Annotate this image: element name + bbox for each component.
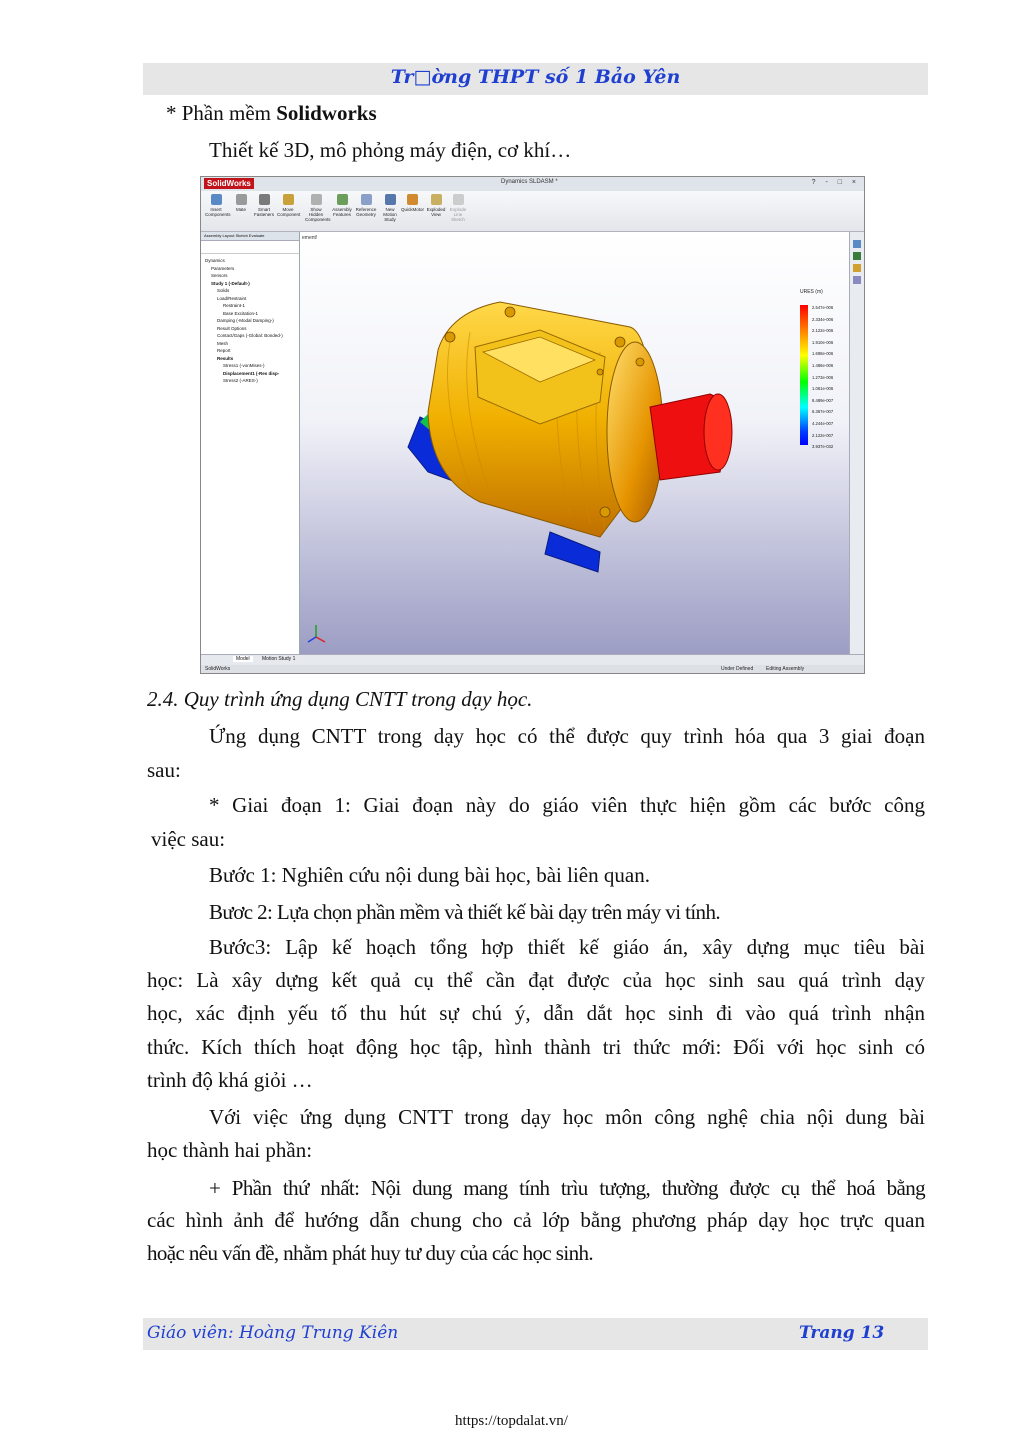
section-heading: 2.4. Quy trình ứng dụng CNTT trong dạy học. bbox=[147, 687, 533, 711]
paragraph-line: việc sau: bbox=[151, 827, 226, 851]
tree-item: Study 1 (-Default-) bbox=[211, 280, 250, 286]
sw-window-controls: ? - □ × bbox=[811, 179, 860, 186]
legend-title: URES (m) bbox=[800, 289, 823, 295]
software-prefix: * Phần mềm bbox=[166, 101, 277, 125]
page-header bbox=[143, 63, 928, 95]
sw-bottom-tabs bbox=[201, 654, 864, 665]
legend-color-bar bbox=[800, 305, 808, 445]
tree-item: Result Options bbox=[217, 325, 247, 331]
motor-model bbox=[300, 232, 852, 657]
source-url[interactable]: https://topdalat.vn/ bbox=[455, 1413, 568, 1429]
tree-item: Contact/Gaps (-Global: Bonded-) bbox=[217, 333, 283, 338]
tree-item: Solids bbox=[217, 288, 230, 293]
tree-item: Load/Restraint bbox=[217, 295, 247, 301]
tree-item: Mesh bbox=[217, 340, 229, 346]
tree-item: Stress1 (-vonMises-) bbox=[223, 363, 265, 368]
teacher-name: Giáo viên: Hoàng Trung Kiên bbox=[147, 1323, 399, 1343]
sw-status-bar: SolidWorks Under Defined Editing Assembly bbox=[201, 665, 864, 673]
tree-item: Sensors bbox=[211, 273, 228, 278]
legend-values: 2.547e-006 2.334e-006 2.122e-006 1.910e-006 1.698e-006 1.486e-006 1.273e-006 1.061e-006 8.489e-007 6.367e-007 4.244e-007 2.122e-007 3.937e-032 bbox=[812, 305, 834, 450]
page-footer bbox=[143, 1318, 928, 1350]
solidworks-screenshot bbox=[200, 176, 865, 674]
tree-item: Stress2 (-ARES-) bbox=[223, 378, 258, 383]
library-icon bbox=[853, 252, 861, 260]
paragraph-line: học, xác định yếu tố thu hút sự chú ý, dẫn dắt học sinh đi vào quá trình nhận bbox=[147, 1001, 925, 1025]
software-line bbox=[166, 99, 377, 127]
paragraph-line: các hình ảnh để hướng dẫn chung cho cả lớp bằng phương pháp dạy học trực quan bbox=[147, 1208, 925, 1232]
folder-icon bbox=[853, 264, 861, 272]
tree-list bbox=[201, 254, 299, 385]
task-pane-tabs bbox=[849, 232, 864, 655]
paragraph-line: Bước 1: Nghiên cứu nội dung bài học, bài liên quan. bbox=[209, 863, 650, 887]
rb-reference-geometry: Reference Geometry bbox=[355, 194, 377, 217]
rb-quickmotor: QuickMotor bbox=[401, 194, 423, 212]
rb-move-component: Move Component bbox=[277, 194, 299, 217]
sw-title-bar bbox=[201, 177, 864, 192]
tree-tabs: Assembly Layout Sketch Evaluate bbox=[201, 232, 299, 241]
sw-ribbon bbox=[201, 191, 864, 232]
school-name: Tr□ờng THPT số 1 Bảo Yên bbox=[390, 66, 681, 88]
sw-document-title: Dynamics SLDASM * bbox=[501, 179, 558, 185]
software-name: Solidworks bbox=[276, 101, 377, 125]
tree-item: Report bbox=[217, 348, 231, 353]
paragraph-line: hoặc nêu vấn đề, nhằm phát huy tư duy của các học sinh. bbox=[147, 1241, 594, 1265]
paragraph-line: thức. Kích thích hoạt động học tập, hình thành tri thức mới: Đối với học sinh có bbox=[147, 1035, 925, 1059]
tree-item: Parameters bbox=[211, 265, 235, 271]
paragraph-line: Bươc 2: Lựa chọn phần mềm và thiết kế bài dạy trên máy vi tính. bbox=[209, 900, 721, 924]
tree-item: Results bbox=[217, 355, 234, 361]
paragraph-line: * Giai đoạn 1: Giai đoạn này do giáo viên thực hiện gồm các bước công bbox=[209, 793, 925, 817]
tree-item: Restraint-1 bbox=[223, 303, 246, 308]
rb-show-hidden: Show Hidden Components bbox=[305, 194, 327, 222]
paragraph-line: Bước3: Lập kế hoạch tổng hợp thiết kế giáo án, xây dựng mục tiêu bài bbox=[209, 935, 925, 959]
viewport-note: ement! bbox=[302, 235, 318, 241]
paragraph-line: học: Là xây dựng kết quả cụ thể cần đạt được của học sinh sau quá trình dạy bbox=[147, 968, 925, 992]
rb-insert-components: Insert Components bbox=[205, 194, 227, 217]
tree-item: Base Excitation-1 bbox=[223, 310, 259, 316]
page-number: Trang 13 bbox=[799, 1323, 885, 1343]
paragraph-line: + Phần thứ nhất: Nội dung mang tính trìu tượng, thường được cụ thể hoá bằng bbox=[209, 1176, 925, 1200]
home-icon bbox=[853, 240, 861, 248]
paragraph-line: Ứng dụng CNTT trong dạy học có thể được quy trình hóa qua 3 giai đoạn bbox=[209, 724, 925, 748]
paragraph-line: Với việc ứng dụng CNTT trong dạy học môn công nghệ chia nội dung bài bbox=[209, 1105, 925, 1129]
rb-mate: Mate bbox=[230, 194, 252, 212]
graphics-viewport bbox=[300, 232, 850, 655]
software-description: Thiết kế 3D, mô phỏng máy điện, cơ khí… bbox=[209, 138, 572, 162]
tree-item: Damping (-Modal Damping-) bbox=[217, 318, 274, 323]
rb-exploded-view: Exploded View bbox=[425, 194, 447, 217]
paragraph-line: học thành hai phần: bbox=[147, 1138, 313, 1162]
tree-item: Dynamics bbox=[205, 258, 225, 263]
rb-assembly-features: Assembly Features bbox=[331, 194, 353, 217]
tab-model: Model bbox=[233, 656, 253, 662]
tab-motion-study: Motion Study 1 bbox=[262, 656, 296, 662]
rb-new-motion-study: New Motion Study bbox=[379, 194, 401, 222]
paragraph-line: sau: bbox=[147, 758, 181, 782]
paragraph-line: trình độ khá giỏi … bbox=[147, 1068, 313, 1092]
appearance-icon bbox=[853, 276, 861, 284]
tree-toolbar bbox=[201, 241, 299, 254]
tree-item: Displacement1 (-Res disp- bbox=[223, 370, 280, 376]
feature-tree bbox=[201, 232, 300, 655]
sw-logo: SolidWorks bbox=[204, 178, 254, 189]
rb-smart-fasteners: Smart Fasteners bbox=[253, 194, 275, 217]
rb-explode-line-sketch: Explode Line Sketch bbox=[447, 194, 469, 222]
